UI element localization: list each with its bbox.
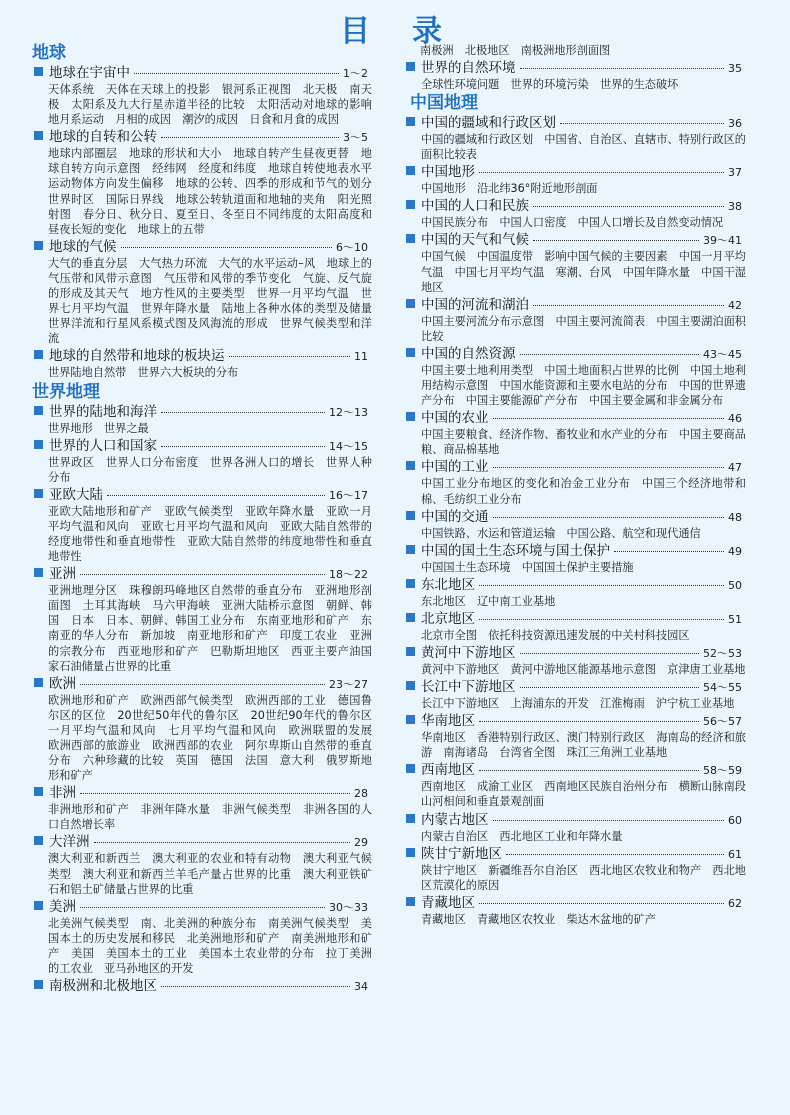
toc-entry-title: 中国地形 [421, 164, 475, 181]
toc-entry-heading[interactable] [402, 509, 746, 526]
dot-leader [80, 684, 325, 685]
toc-entry-description: 中国地形 沿北纬36°附近地形剖面 [421, 182, 598, 196]
toc-entry-page-number: 37 [728, 166, 742, 180]
dot-leader [134, 73, 339, 74]
toc-entry-page-number: 3～5 [343, 131, 368, 145]
toc-entry[interactable] [402, 164, 746, 196]
toc-entry-page-number: 48 [728, 510, 742, 524]
toc-entry-description: 澳大利亚和新西兰 澳大利亚的农业和特有动物 澳大利亚气候类型 澳大利亚和新西兰羊毛产量占世界的比重 澳大利亚铁矿石和铝土矿储量占世界的比重 [48, 852, 372, 896]
toc-entry-description: 中国民族分布 中国人口密度 中国人口增长及自然变动情况 [421, 216, 724, 230]
toc-entry[interactable] [24, 404, 372, 436]
square-bullet-icon [406, 234, 415, 243]
toc-entry-title: 亚洲 [49, 566, 76, 583]
toc-entry-heading[interactable] [402, 762, 746, 779]
square-bullet-icon [34, 67, 43, 76]
square-bullet-icon [34, 787, 43, 796]
toc-entry-heading[interactable] [24, 129, 372, 146]
toc-entry-title: 内蒙古地区 [421, 811, 489, 828]
toc-entry-heading[interactable] [402, 232, 746, 249]
toc-entry-title: 欧洲 [49, 675, 76, 692]
toc-entry-page-number: 6～10 [336, 240, 368, 254]
square-bullet-icon [34, 241, 43, 250]
toc-entry-heading[interactable] [24, 438, 372, 455]
toc-entry-description: 西南地区 成渝工业区 西南地区民族自治州分布 横断山脉南段山河相间和垂直景观剖面 [421, 780, 746, 809]
dot-leader [80, 793, 350, 794]
dot-leader [479, 903, 724, 904]
toc-entry[interactable] [402, 846, 746, 893]
dot-leader [107, 495, 325, 496]
square-bullet-icon [406, 848, 415, 857]
toc-entry-description: 全球性环境问题 世界的环境污染 世界的生态破坏 [421, 78, 679, 91]
toc-entry-heading[interactable] [402, 164, 746, 181]
dot-leader [161, 446, 325, 447]
toc-entry-title: 中国的交通 [421, 508, 489, 525]
section-heading: 世界地理 [32, 381, 100, 402]
square-bullet-icon [406, 200, 415, 209]
toc-entry-heading[interactable] [402, 611, 746, 628]
toc-entry[interactable] [24, 899, 372, 976]
toc-entry-page-number: 14～15 [329, 439, 368, 453]
toc-entry[interactable] [402, 679, 746, 711]
toc-entry-page-number: 58～59 [703, 764, 742, 778]
toc-entry-heading[interactable] [402, 198, 746, 215]
dot-leader [80, 574, 325, 575]
toc-entry-title: 中国的工业 [421, 459, 489, 476]
square-bullet-icon [34, 440, 43, 449]
dot-leader [80, 907, 325, 908]
toc-entry[interactable] [24, 834, 372, 896]
toc-entry-description: 北美洲气候类型 南、北美洲的种族分布 南美洲气候类型 美国本土的历史发展和移民 北美洲地形和矿产 南美洲地形和矿产 美国 美国本土的工业 美国本土农业带的分布 拉丁美洲的工农业 亚马孙地区的开发 [48, 916, 372, 976]
toc-entry-description: 内蒙古自治区 西北地区工业和年降水量 [421, 829, 623, 843]
square-bullet-icon [34, 489, 43, 498]
toc-entry-heading[interactable] [402, 346, 746, 363]
toc-entry-heading[interactable] [402, 645, 746, 662]
square-bullet-icon [34, 131, 43, 140]
page-title-char-2: 录 [412, 14, 444, 49]
square-bullet-icon [34, 901, 43, 910]
toc-entry-heading[interactable] [402, 577, 746, 594]
toc-entry-heading[interactable] [402, 410, 746, 427]
toc-entry-description: 黄河中下游地区 黄河中游地区能源基地示意图 京津唐工业基地 [421, 662, 746, 676]
toc-entry-page-number: 18～22 [329, 568, 368, 582]
toc-entry-title: 中国的国土生态环境与国土保护 [421, 542, 610, 559]
entry-description-continued: 南极洲 北极地区 南极洲地形剖面图 [420, 44, 611, 57]
dot-leader [121, 247, 333, 248]
dot-leader [493, 820, 725, 821]
square-bullet-icon [406, 814, 415, 823]
toc-entry[interactable] [402, 509, 746, 541]
square-bullet-icon [406, 117, 415, 126]
toc-entry-title: 世界的自然环境 [421, 60, 516, 76]
toc-entry-description: 地球内部圈层 地球的形状和大小 地球自转产生昼夜更替 地球自转方向示意图 经纬网 经度和纬度 地球自转使地表水平运动物体方向发生偏移 地球的公转、四季的形成和节气的划分 世界时区 国际日界线 地球公转轨道面和地轴的夹角 阳光照射图 春分日、秋分日、夏至日、冬至日不同纬度的太阳高度和昼夜长短的变化 地球上的五带 [48, 147, 384, 236]
toc-entry-title: 西南地区 [421, 762, 475, 779]
square-bullet-icon [406, 461, 415, 470]
toc-entry-description: 华南地区 香港特别行政区、澳门特别行政区 海南岛的经济和旅游 南海诸岛 台湾省全图 珠江三角洲工业基地 [421, 731, 746, 760]
toc-entry-title: 非洲 [49, 785, 76, 802]
toc-entry-title: 中国的自然资源 [421, 345, 516, 362]
square-bullet-icon [406, 613, 415, 622]
toc-entry-description: 长江中下游地区 上海浦东的开发 江淮梅雨 沪宁杭工业基地 [421, 697, 735, 711]
square-bullet-icon [34, 678, 43, 687]
toc-entry[interactable] [24, 348, 372, 380]
dot-leader [493, 418, 725, 419]
dot-leader [533, 206, 724, 207]
dot-leader [614, 551, 724, 552]
toc-entry-page-number: 61 [728, 847, 742, 861]
toc-entry-title: 美洲 [49, 898, 76, 915]
toc-entry-page-number: 50 [728, 578, 742, 592]
square-bullet-icon [406, 715, 415, 724]
toc-entry-description: 世界政区 世界人口分布密度 世界各洲人口的增长 世界人种分布 [48, 455, 372, 484]
toc-entry-heading[interactable] [402, 846, 746, 863]
toc-entry[interactable] [402, 543, 746, 575]
square-bullet-icon [406, 412, 415, 421]
dot-leader [493, 517, 725, 518]
toc-entry-page-number: 43～45 [703, 347, 742, 361]
dot-leader [506, 854, 724, 855]
toc-entry-heading[interactable] [24, 566, 372, 583]
toc-entry[interactable] [402, 232, 746, 294]
dot-leader [520, 68, 725, 69]
toc-entry-heading[interactable] [24, 239, 372, 256]
square-bullet-icon [406, 681, 415, 690]
toc-entry-page-number: 39～41 [703, 234, 742, 248]
toc-entry-heading[interactable] [24, 978, 372, 995]
toc-entry-heading[interactable] [24, 899, 372, 916]
toc-entry-description: 欧洲地形和矿产 欧洲西部气候类型 欧洲西部的工业 德国鲁尔区的区位 20世纪50年代的鲁尔区 20世纪90年代的鲁尔区 一月平均气温和风向 七月平均气温和风向 欧洲联盟的发展 欧洲西部的旅游业 欧洲西部的农业 阿尔卑斯山自然带的垂直分布 六种珍藏的比较 英国 德国 法国 意大利 俄罗斯地形和矿产 [48, 693, 384, 783]
toc-entry-page-number: 60 [728, 813, 742, 827]
toc-entry-heading[interactable] [402, 679, 746, 696]
dot-leader [520, 354, 700, 355]
toc-entry-title: 北京地区 [421, 610, 475, 627]
toc-entry-heading[interactable] [402, 812, 746, 829]
toc-entry-description: 中国国土生态环境 中国国土保护主要措施 [421, 560, 634, 574]
dot-leader [479, 619, 724, 620]
toc-entry-title: 中国的人口和民族 [421, 198, 529, 215]
toc-entry-page-number: 54～55 [703, 681, 742, 695]
toc-entry[interactable] [402, 645, 746, 677]
dot-leader [161, 137, 339, 138]
toc-entry[interactable] [24, 675, 384, 784]
toc-entry-title: 东北地区 [421, 576, 475, 593]
dot-leader [493, 467, 725, 468]
toc-entry-heading[interactable] [402, 895, 746, 912]
square-bullet-icon [34, 568, 43, 577]
toc-entry-title: 世界的人口和国家 [49, 437, 157, 454]
toc-entry[interactable] [402, 611, 746, 643]
toc-entry-description: 天体系统 天体在天球上的投影 银河系正视图 北天极 南天极 太阳系及九大行星赤道半径的比较 太阳活动对地球的影响 地月系运动 月相的成因 潮汐的成因 日食和月食的成因 [48, 83, 384, 127]
toc-entry[interactable] [24, 238, 384, 347]
square-bullet-icon [406, 579, 415, 588]
toc-entry-title: 地球的自然带和地球的板块运 [49, 348, 225, 365]
toc-entry-description: 中国主要粮食、经济作物、畜牧业和水产业的分布 中国主要商品粮、商品棉基地 [421, 428, 746, 457]
toc-entry-page-number: 47 [728, 461, 742, 475]
toc-entry-description: 世界地形 世界之最 [48, 421, 149, 435]
toc-entry-page-number: 49 [728, 544, 742, 558]
toc-entry[interactable] [402, 60, 746, 92]
left-column [24, 42, 384, 995]
dot-leader [479, 585, 724, 586]
toc-entry-description: 亚洲地理分区 珠穆朗玛峰地区自然带的垂直分布 亚洲地形剖面图 土耳其海峡 马六甲海峡 亚洲大陆桥示意图 朝鲜、韩国 日本 日本、朝鲜、韩国工业分布 东南亚地形和矿产 东南亚的华人分布 新加坡 南亚地形和矿产 印度工农业 亚洲的宗教分布 西亚地形和矿产 巴勒斯坦地区 西亚主要产油国家石油储量占世界的比重 [48, 584, 372, 673]
dot-leader [560, 123, 724, 124]
dot-leader [161, 412, 325, 413]
toc-entry-title: 地球在宇宙中 [49, 65, 130, 81]
toc-entry[interactable] [24, 487, 372, 564]
toc-entry[interactable] [402, 346, 746, 408]
toc-entry-page-number: 36 [728, 117, 742, 131]
toc-entry-title: 长江中下游地区 [421, 679, 516, 696]
section-heading: 中国地理 [410, 93, 478, 114]
toc-entry-description: 青藏地区 青藏地区农牧业 柴达木盆地的矿产 [421, 912, 656, 926]
toc-entry-page-number: 62 [728, 896, 742, 910]
toc-entry-page-number: 30～33 [329, 900, 368, 914]
toc-entry-heading[interactable] [402, 713, 746, 730]
toc-entry-heading[interactable] [402, 115, 746, 132]
toc-entry-page-number: 16～17 [329, 488, 368, 502]
dot-leader [520, 687, 700, 688]
dot-leader [161, 986, 350, 987]
toc-entry[interactable] [402, 297, 746, 344]
toc-entry-title: 青藏地区 [421, 894, 475, 911]
toc-entry-description: 中国工业分布地区的变化和冶金工业分布 中国三个经济地带和棉、毛纺织工业分布 [421, 477, 746, 506]
toc-entry-heading[interactable] [24, 487, 372, 504]
toc-entry-description: 中国气候 中国温度带 影响中国气候的主要因素 中国一月平均气温 中国七月平均气温 寒潮、台风 中国年降水量 中国干湿地区 [421, 250, 746, 294]
toc-entry-title: 黄河中下游地区 [421, 644, 516, 661]
dot-leader [479, 721, 699, 722]
toc-entry-page-number: 29 [354, 836, 368, 850]
toc-entry-description: 世界陆地自然带 世界六大板块的分布 [48, 366, 239, 380]
toc-entry[interactable] [402, 459, 746, 506]
toc-entry-title: 华南地区 [421, 713, 475, 730]
toc-entry-description: 中国的疆域和行政区划 中国省、自治区、直辖市、特别行政区的面积比较表 [421, 133, 746, 162]
toc-entry-description: 东北地区 辽中南工业基地 [421, 594, 556, 608]
toc-entry-heading[interactable] [402, 543, 746, 560]
toc-entry[interactable] [402, 577, 746, 609]
toc-entry-title: 地球的气候 [49, 238, 117, 255]
square-bullet-icon [34, 350, 43, 359]
dot-leader [533, 240, 699, 241]
toc-entry-heading[interactable] [24, 785, 372, 802]
toc-entry-title: 中国的河流和湖泊 [421, 296, 529, 313]
dot-leader [479, 770, 699, 771]
toc-entry-page-number: 23～27 [329, 677, 368, 691]
square-bullet-icon [406, 764, 415, 773]
toc-entry-description: 亚欧大陆地形和矿产 亚欧气候类型 亚欧年降水量 亚欧一月平均气温和风向 亚欧七月平均气温和风向 亚欧大陆自然带的经度地带性和垂直地带性 亚欧大陆自然带的纬度地带性和垂直地带性 [48, 504, 372, 564]
toc-entry-page-number: 46 [728, 412, 742, 426]
dot-leader [520, 653, 700, 654]
toc-entry-page-number: 52～53 [703, 646, 742, 660]
toc-entry-page-number: 1～2 [343, 67, 368, 80]
toc-entry-description: 北京市全图 依托科技资源迅速发展的中关村科技园区 [421, 628, 690, 642]
toc-entry-page-number: 34 [354, 980, 368, 994]
toc-entry[interactable] [24, 65, 384, 127]
toc-entry-description: 中国铁路、水运和管道运输 中国公路、航空和现代通信 [421, 526, 701, 540]
toc-entry-title: 南极洲和北极地区 [49, 978, 157, 995]
square-bullet-icon [34, 980, 43, 989]
toc-entry-heading[interactable] [24, 834, 372, 851]
toc-entry-heading[interactable] [402, 297, 746, 314]
toc-entry[interactable] [24, 566, 372, 674]
dot-leader [479, 172, 724, 173]
toc-entry-heading[interactable] [24, 404, 372, 421]
square-bullet-icon [406, 647, 415, 656]
square-bullet-icon [406, 299, 415, 308]
toc-entry-description: 非洲地形和矿产 非洲年降水量 非洲气候类型 非洲各国的人口自然增长率 [48, 803, 372, 832]
toc-entry-page-number: 11 [354, 350, 368, 364]
right-column [402, 43, 746, 927]
toc-entry[interactable] [402, 762, 746, 809]
toc-entry[interactable] [402, 895, 746, 927]
toc-entry[interactable] [402, 198, 746, 230]
toc-entry-description: 陕甘宁地区 新疆维吾尔自治区 西北地区农牧业和物产 西北地区荒漠化的原因 [421, 863, 746, 892]
toc-entry-title: 中国的天气和气候 [421, 232, 529, 249]
toc-entry[interactable] [402, 713, 746, 760]
toc-entry-title: 亚欧大陆 [49, 486, 103, 503]
toc-entry[interactable] [24, 438, 372, 485]
toc-entry-title: 陕甘宁新地区 [421, 845, 502, 862]
square-bullet-icon [34, 406, 43, 415]
page-title-char-1: 目 [340, 14, 372, 49]
toc-entry-page-number: 56～57 [703, 715, 742, 729]
toc-entry-description: 大气的垂直分层 大气热力环流 大气的水平运动–风 地球上的气压带和风带示意图 气压带和风带的季节变化 气旋、反气旋的形成及其天气 地方性风的主要类型 世界一月平均气温 世界七月平均气温 世界年降水量 陆地上各种水体的类型及储量 世界洋流和行星风系模式图及风海流的形成 世界气候类型和洋流 [48, 256, 384, 346]
square-bullet-icon [406, 545, 415, 554]
toc-entry[interactable] [402, 812, 746, 844]
toc-entry-heading[interactable] [24, 65, 372, 82]
toc-entry-page-number: 35 [728, 62, 742, 75]
toc-entry[interactable] [402, 410, 746, 457]
toc-entry-title: 中国的疆域和行政区划 [421, 115, 556, 132]
toc-entry-description: 中国主要土地利用类型 中国土地面积占世界的比例 中国土地利用结构示意图 中国水能资源和主要水电站的分布 中国的世界遗产分布 中国主要能源矿产分布 中国主要金属和非金属分布 [421, 363, 746, 408]
dot-leader [533, 305, 724, 306]
toc-entry-page-number: 28 [354, 787, 368, 801]
toc-entry[interactable] [24, 978, 372, 995]
square-bullet-icon [406, 62, 415, 71]
toc-entry-heading[interactable] [24, 348, 372, 365]
toc-entry-heading[interactable] [402, 60, 746, 77]
square-bullet-icon [406, 897, 415, 906]
toc-entry-page-number: 38 [728, 200, 742, 214]
dot-leader [94, 842, 351, 843]
toc-entry-page-number: 12～13 [329, 405, 368, 419]
square-bullet-icon [406, 166, 415, 175]
toc-entry-heading[interactable] [24, 676, 372, 693]
page-title [0, 6, 790, 49]
square-bullet-icon [34, 836, 43, 845]
toc-entry-page-number: 42 [728, 298, 742, 312]
toc-entry-title: 地球的自转和公转 [49, 129, 157, 146]
section-heading: 地球 [32, 43, 66, 63]
toc-entry[interactable] [24, 129, 384, 237]
toc-entry[interactable] [24, 785, 372, 832]
dot-leader [229, 356, 351, 357]
toc-entry[interactable] [402, 115, 746, 162]
toc-entry-title: 大洋洲 [49, 834, 90, 851]
toc-entry-page-number: 51 [728, 612, 742, 626]
square-bullet-icon [406, 348, 415, 357]
square-bullet-icon [406, 511, 415, 520]
toc-entry-title: 世界的陆地和海洋 [49, 403, 157, 420]
toc-entry-heading[interactable] [402, 459, 746, 476]
toc-entry-description: 中国主要河流分布示意图 中国主要河流简表 中国主要湖泊面积比较 [421, 314, 746, 343]
toc-entry-title: 中国的农业 [421, 410, 489, 427]
